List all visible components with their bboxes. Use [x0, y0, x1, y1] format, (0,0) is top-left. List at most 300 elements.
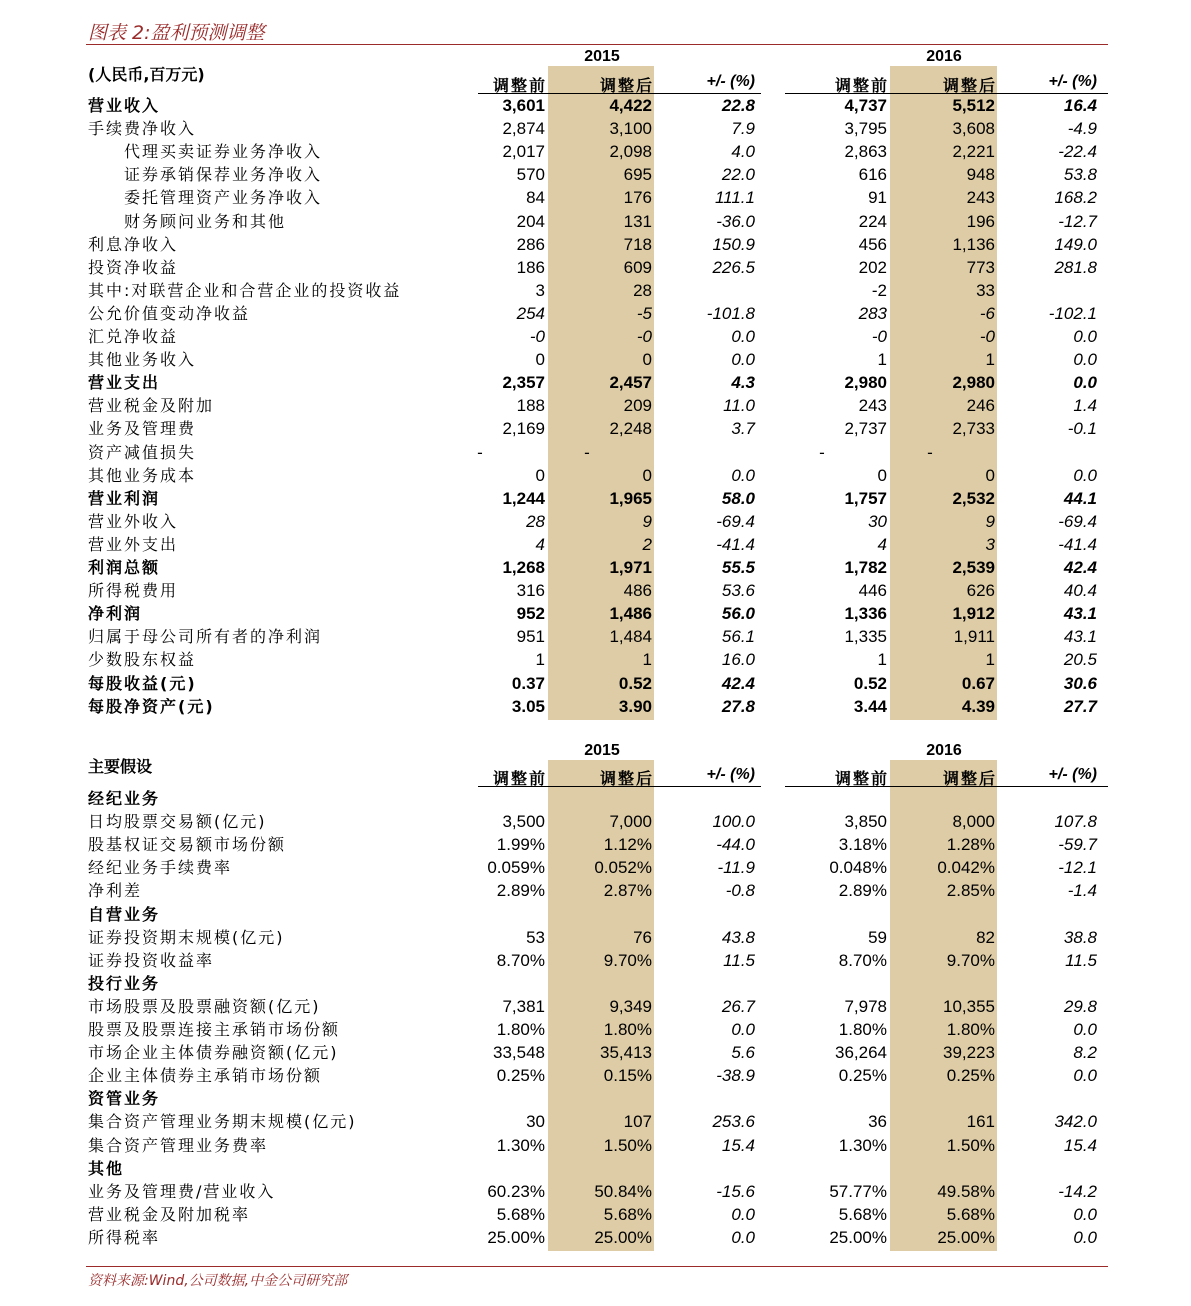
- row-label: 营业利润: [88, 488, 161, 508]
- table-cell: 11.0: [723, 396, 755, 416]
- table-cell: 131: [623, 211, 652, 231]
- table-cell: 0.048%: [829, 858, 887, 878]
- table-cell: [655, 972, 755, 995]
- table-row: [0, 163, 1191, 186]
- table-row: [0, 579, 1191, 602]
- table-cell: 56.1: [721, 627, 755, 647]
- table-cell: 1,268: [502, 558, 545, 577]
- table-cell: [445, 1087, 545, 1110]
- table-cell: 2,874: [502, 119, 545, 139]
- table-cell: 76: [633, 927, 652, 947]
- table-cell: 27.8: [721, 696, 755, 716]
- table-cell: 1,965: [609, 488, 652, 508]
- table-cell: [655, 1157, 755, 1180]
- table-cell: 43.1: [1063, 604, 1097, 624]
- table-cell: [552, 903, 652, 926]
- table-cell: 22.0: [721, 165, 755, 185]
- table-cell: 695: [623, 165, 652, 185]
- table-cell: 3.7: [731, 419, 755, 439]
- table-cell: 773: [966, 257, 995, 277]
- table-cell: 0.059%: [487, 858, 545, 878]
- table-cell: 246: [966, 396, 995, 416]
- table-cell: -0: [979, 327, 995, 346]
- table-cell: [787, 1157, 887, 1180]
- table-cell: 0.0: [1073, 373, 1097, 393]
- table-cell: [997, 1087, 1097, 1110]
- table-cell: 3,500: [502, 812, 545, 832]
- row-label: 业务及管理费/营业收入: [88, 1181, 276, 1201]
- table-cell: 4,737: [844, 96, 887, 115]
- table-row: [0, 1134, 1191, 1157]
- table-cell: 107: [623, 1112, 652, 1132]
- table-cell: 243: [858, 396, 887, 416]
- table-cell: 0.0: [1073, 1020, 1097, 1039]
- section-heading-row: [0, 903, 1191, 926]
- table-cell: 9.70%: [946, 950, 995, 970]
- table-cell: 0: [535, 350, 545, 370]
- table-cell: -12.1: [1058, 858, 1097, 878]
- table-cell: -0.8: [725, 881, 755, 901]
- table-cell: 11.5: [723, 950, 755, 970]
- table-cell: [787, 1087, 887, 1110]
- table-cell: -5: [636, 303, 652, 323]
- table-cell: 2,017: [502, 142, 545, 162]
- table-cell: 1.30%: [838, 1135, 887, 1155]
- row-label: 投行业务: [88, 973, 161, 993]
- table-cell: 150.9: [712, 234, 755, 254]
- table-cell: 1,336: [844, 604, 887, 624]
- table-cell: 0.0: [1073, 1066, 1097, 1086]
- table-row: [0, 810, 1191, 833]
- table-cell: 1,136: [952, 234, 995, 254]
- table-cell: [552, 787, 652, 810]
- table-cell: [997, 787, 1097, 810]
- table-cell: 2,457: [609, 373, 652, 393]
- table-cell: 53.6: [721, 581, 755, 601]
- table-cell: 58.0: [721, 488, 755, 508]
- table-cell: 2.85%: [946, 881, 995, 901]
- table-cell: 1,971: [609, 558, 652, 577]
- table-cell: 2.89%: [496, 881, 545, 901]
- table-cell: 1: [642, 650, 652, 670]
- footer-rule: [86, 1266, 1108, 1267]
- table-cell: [445, 1157, 545, 1180]
- table-cell: 486: [623, 581, 652, 601]
- row-label: 财务顾问业务和其他: [124, 211, 287, 231]
- table-corner-label: (人民币,百万元): [88, 65, 205, 84]
- table-cell: 226.5: [712, 257, 755, 277]
- table-cell: 0.0: [731, 1227, 755, 1247]
- table-cell: 4.0: [731, 142, 755, 162]
- table-cell: 3: [985, 534, 995, 554]
- section-heading-row: [0, 1087, 1191, 1110]
- table-cell: [787, 903, 887, 926]
- table-cell: -0.1: [1067, 419, 1097, 439]
- table-cell: 2,539: [952, 558, 995, 577]
- table-row: [0, 417, 1191, 440]
- table-cell: 4: [877, 534, 887, 554]
- table-row: [0, 625, 1191, 648]
- table-row: [0, 1203, 1191, 1226]
- table-cell: 1,911: [953, 627, 995, 647]
- table-cell: 1.80%: [496, 1020, 545, 1039]
- table-cell: 36,264: [835, 1043, 887, 1063]
- table-cell: 22.8: [721, 96, 755, 115]
- table-cell: 55.5: [721, 558, 755, 577]
- table-cell: 283: [858, 303, 887, 323]
- table-cell: 5.68%: [603, 1204, 652, 1224]
- table-cell: 1.30%: [496, 1135, 545, 1155]
- row-label: 净利差: [88, 881, 143, 901]
- row-label: 每股收益(元): [88, 673, 197, 693]
- table-cell: 1.80%: [946, 1020, 995, 1039]
- table-cell: 0.0: [731, 1204, 755, 1224]
- table-cell: 82: [976, 927, 995, 947]
- table-cell: 0.0: [1073, 350, 1097, 370]
- table-cell: 42.4: [721, 673, 755, 693]
- table-cell: -: [927, 442, 933, 462]
- table-cell: -41.4: [716, 534, 755, 554]
- table-cell: 1.50%: [603, 1135, 652, 1155]
- table-row: [0, 926, 1191, 949]
- table-cell: [895, 903, 995, 926]
- column-header: 调整后: [599, 769, 654, 788]
- table-cell: 3,601: [502, 96, 545, 115]
- table-cell: 0.67: [961, 673, 995, 693]
- table-cell: [787, 787, 887, 810]
- table-cell: 43.8: [721, 927, 755, 947]
- column-header: 调整前: [492, 769, 547, 788]
- table-cell: 2,169: [502, 419, 545, 439]
- table-cell: [895, 787, 995, 810]
- table-cell: 4: [535, 534, 545, 554]
- table-cell: 0.37: [511, 673, 545, 693]
- table-cell: 5.68%: [946, 1204, 995, 1224]
- table-cell: [997, 279, 1097, 302]
- table-cell: 3,100: [609, 119, 652, 139]
- table-cell: 1.28%: [946, 835, 995, 855]
- table-cell: 0.52: [618, 673, 652, 693]
- table-cell: 2,248: [609, 419, 652, 439]
- table-cell: 3: [535, 280, 545, 300]
- table-cell: 100.0: [712, 812, 755, 832]
- table-cell: [552, 1087, 652, 1110]
- row-label: 股票及股票连接主承销市场份额: [88, 1020, 341, 1039]
- table-cell: [655, 903, 755, 926]
- row-label: 利润总额: [88, 558, 161, 577]
- table-row: [0, 1180, 1191, 1203]
- table-row: [0, 441, 1191, 464]
- table-cell: 2,098: [609, 142, 652, 162]
- table-cell: 40.4: [1063, 581, 1097, 601]
- table-cell: 948: [966, 165, 995, 185]
- table-cell: [895, 1087, 995, 1110]
- year-header: 2015: [584, 742, 620, 759]
- table-cell: 25.00%: [594, 1227, 652, 1247]
- table-cell: 3,608: [952, 119, 995, 139]
- table-cell: 188: [516, 396, 545, 416]
- table-cell: 39,223: [943, 1043, 995, 1063]
- table-cell: 5.68%: [496, 1204, 545, 1224]
- table-cell: 570: [516, 165, 545, 185]
- table-cell: 25.00%: [937, 1227, 995, 1247]
- table-cell: 1,484: [609, 627, 652, 647]
- table-cell: 2,737: [844, 419, 887, 439]
- column-header: 调整后: [599, 76, 654, 95]
- table-cell: -15.6: [716, 1181, 755, 1201]
- table-cell: -36.0: [716, 211, 755, 231]
- table-cell: 0.0: [731, 327, 755, 346]
- table-cell: 2,863: [844, 142, 887, 162]
- table-cell: 224: [858, 211, 887, 231]
- table-cell: 2: [642, 534, 652, 554]
- table-cell: 0.042%: [937, 858, 995, 878]
- table-cell: 28: [633, 280, 652, 300]
- row-label: 代理买卖证券业务净收入: [124, 142, 323, 162]
- table-cell: 29.8: [1063, 996, 1097, 1016]
- source-note: 资料来源:Wind,公司数据,中金公司研究部: [88, 1273, 348, 1289]
- table-cell: 168.2: [1054, 188, 1097, 208]
- row-label: 资管业务: [88, 1089, 161, 1109]
- table-cell: 0.25%: [496, 1066, 545, 1086]
- table-cell: 9,349: [609, 996, 652, 1016]
- table-cell: 4.3: [731, 373, 755, 393]
- table-cell: 4,422: [609, 96, 652, 115]
- row-label: 市场股票及股票融资额(亿元): [88, 996, 321, 1016]
- table-cell: -: [819, 442, 825, 462]
- table-cell: 616: [858, 165, 887, 185]
- table-cell: [655, 279, 755, 302]
- table-cell: 0.0: [1073, 1227, 1097, 1247]
- row-label: 证券投资收益率: [88, 950, 215, 970]
- table-cell: 186: [516, 257, 545, 277]
- table-cell: 1.80%: [838, 1020, 887, 1039]
- column-header: +/- (%): [706, 766, 755, 783]
- row-label: 营业支出: [88, 373, 161, 393]
- table-cell: -0: [871, 327, 887, 346]
- table-row: [0, 348, 1191, 371]
- table-cell: [655, 1087, 755, 1110]
- section-heading-row: [0, 972, 1191, 995]
- row-label: 委托管理资产业务净收入: [124, 188, 323, 208]
- row-label: 营业税金及附加: [88, 396, 215, 416]
- table-row: [0, 210, 1191, 233]
- row-label: 经纪业务手续费率: [88, 858, 233, 878]
- row-label: 利息净收入: [88, 234, 179, 254]
- column-header: 调整前: [834, 769, 889, 788]
- table-row: [0, 1018, 1191, 1041]
- table-row: [0, 672, 1191, 695]
- table-row: [0, 1110, 1191, 1133]
- table-row: [0, 117, 1191, 140]
- table-row: [0, 256, 1191, 279]
- table-cell: 1,912: [952, 604, 995, 624]
- table-cell: [445, 787, 545, 810]
- table-cell: 1: [877, 650, 887, 670]
- row-label: 每股净资产(元): [88, 696, 215, 716]
- table-cell: 43.1: [1063, 627, 1097, 647]
- table-row: [0, 279, 1191, 302]
- table-cell: 1,757: [844, 488, 887, 508]
- table-cell: 0.0: [731, 1020, 755, 1039]
- table-cell: 281.8: [1054, 257, 1097, 277]
- table-cell: 626: [966, 581, 995, 601]
- table-cell: -0: [529, 327, 545, 346]
- table-cell: -102.1: [1048, 303, 1097, 323]
- table-cell: 951: [516, 627, 545, 647]
- table-cell: 9: [642, 511, 652, 531]
- table-cell: -69.4: [1058, 511, 1097, 531]
- table-cell: 50.84%: [594, 1181, 652, 1201]
- row-label: 其他: [88, 1158, 125, 1178]
- table-cell: 202: [858, 257, 887, 277]
- table-cell: 0.15%: [603, 1066, 652, 1086]
- table-cell: 25.00%: [829, 1227, 887, 1247]
- table-cell: 38.8: [1063, 927, 1097, 947]
- table-cell: [655, 441, 755, 464]
- table-cell: 33,548: [493, 1043, 545, 1063]
- table-cell: 0.0: [1073, 327, 1097, 346]
- table-row: [0, 879, 1191, 902]
- table-cell: 15.4: [721, 1135, 755, 1155]
- table-cell: 0.0: [1073, 465, 1097, 485]
- table-cell: [997, 1157, 1097, 1180]
- row-label: 经纪业务: [88, 789, 161, 808]
- table-cell: 1.12%: [603, 835, 652, 855]
- table-cell: -38.9: [716, 1066, 755, 1086]
- table-cell: 84: [526, 188, 545, 208]
- table-row: [0, 371, 1191, 394]
- table-cell: 44.1: [1063, 488, 1097, 508]
- table-cell: 1,244: [502, 488, 545, 508]
- table-cell: 1: [985, 350, 995, 370]
- row-label: 净利润: [88, 604, 143, 624]
- table-cell: -: [477, 442, 483, 462]
- table-cell: 7,978: [844, 996, 887, 1016]
- table-cell: 3.44: [853, 696, 887, 716]
- table-cell: 254: [516, 303, 545, 323]
- table-cell: [895, 972, 995, 995]
- table-row: [0, 648, 1191, 671]
- table-cell: 3,795: [844, 119, 887, 139]
- table-cell: 0: [642, 350, 652, 370]
- row-label: 证券承销保荐业务净收入: [124, 165, 323, 185]
- table-row: [0, 233, 1191, 256]
- row-label: 企业主体债券主承销市场份额: [88, 1066, 323, 1086]
- row-label: 集合资产管理业务费率: [88, 1135, 269, 1155]
- column-header: +/- (%): [1048, 73, 1097, 90]
- row-label: 其中:对联营企业和合营企业的投资收益: [88, 280, 402, 300]
- table-cell: 0.0: [731, 350, 755, 370]
- table-row: [0, 140, 1191, 163]
- table-cell: 2,980: [952, 373, 995, 393]
- table-cell: 3.05: [511, 696, 545, 716]
- table-cell: 0: [535, 465, 545, 485]
- table-cell: 2,532: [952, 488, 995, 508]
- table-cell: 111.1: [714, 188, 755, 208]
- table-cell: 2.87%: [603, 881, 652, 901]
- table-cell: 2,733: [952, 419, 995, 439]
- table-row: [0, 602, 1191, 625]
- table-row: [0, 186, 1191, 209]
- year-header: 2016: [926, 742, 962, 759]
- table-cell: 286: [516, 234, 545, 254]
- row-label: 集合资产管理业务期末规模(亿元): [88, 1112, 357, 1132]
- table-cell: 446: [858, 581, 887, 601]
- table-row: [0, 394, 1191, 417]
- row-label: 手续费净收入: [88, 119, 197, 139]
- table-cell: 0.0: [1073, 1204, 1097, 1224]
- row-label: 其他业务成本: [88, 465, 197, 485]
- table-row: [0, 325, 1191, 348]
- table-cell: 30: [526, 1112, 545, 1132]
- row-label: 市场企业主体债券融资额(亿元): [88, 1043, 339, 1063]
- table-cell: 8.2: [1073, 1043, 1097, 1063]
- table-cell: [552, 972, 652, 995]
- table-cell: 3.90: [618, 696, 652, 716]
- table-cell: 1.50%: [946, 1135, 995, 1155]
- table-cell: 20.5: [1063, 650, 1097, 670]
- column-header: +/- (%): [1048, 766, 1097, 783]
- table-row: [0, 94, 1191, 117]
- table-corner-label: 主要假设: [88, 757, 153, 776]
- table-cell: -22.4: [1058, 142, 1097, 162]
- table-cell: 1,782: [844, 558, 887, 577]
- table-cell: 27.7: [1063, 696, 1097, 716]
- table-cell: 57.77%: [829, 1181, 887, 1201]
- table-cell: 11.5: [1065, 950, 1097, 970]
- row-label: 公允价值变动净收益: [88, 303, 251, 323]
- table-cell: 5,512: [952, 96, 995, 115]
- table-row: [0, 949, 1191, 972]
- row-label: 业务及管理费: [88, 419, 197, 439]
- table-row: [0, 1064, 1191, 1087]
- table-cell: 16.0: [721, 650, 755, 670]
- table-cell: 342.0: [1054, 1112, 1097, 1132]
- table-cell: 8,000: [952, 812, 995, 832]
- table-cell: 7,381: [502, 996, 545, 1016]
- row-label: 资产减值损失: [88, 442, 197, 462]
- table-cell: 53.8: [1063, 165, 1097, 185]
- table-cell: -12.7: [1058, 211, 1097, 231]
- table-cell: 1: [985, 650, 995, 670]
- table-cell: 10,355: [943, 996, 995, 1016]
- year-header: 2015: [584, 48, 620, 65]
- table-cell: 30: [868, 511, 887, 531]
- table-cell: 3.18%: [838, 835, 887, 855]
- table-cell: -11.9: [717, 858, 755, 878]
- table-cell: -1.4: [1067, 881, 1097, 901]
- table-row: [0, 833, 1191, 856]
- row-label: 营业外支出: [88, 534, 179, 554]
- table-cell: 316: [516, 581, 545, 601]
- row-label: 证券投资期末规模(亿元): [88, 927, 285, 947]
- table-cell: 204: [516, 211, 545, 231]
- table-cell: 1.80%: [603, 1020, 652, 1039]
- table-cell: 5.68%: [838, 1204, 887, 1224]
- row-label: 日均股票交易额(亿元): [88, 812, 267, 832]
- table-row: [0, 1226, 1191, 1249]
- table-cell: 107.8: [1054, 812, 1097, 832]
- table-cell: 2,980: [844, 373, 887, 393]
- table-cell: 35,413: [600, 1043, 652, 1063]
- table-cell: 209: [623, 396, 652, 416]
- row-label: 投资净收益: [88, 257, 179, 277]
- table-cell: -: [584, 442, 590, 462]
- table-cell: 8.70%: [496, 950, 545, 970]
- table-cell: -6: [979, 303, 995, 323]
- table-cell: 7,000: [609, 812, 652, 832]
